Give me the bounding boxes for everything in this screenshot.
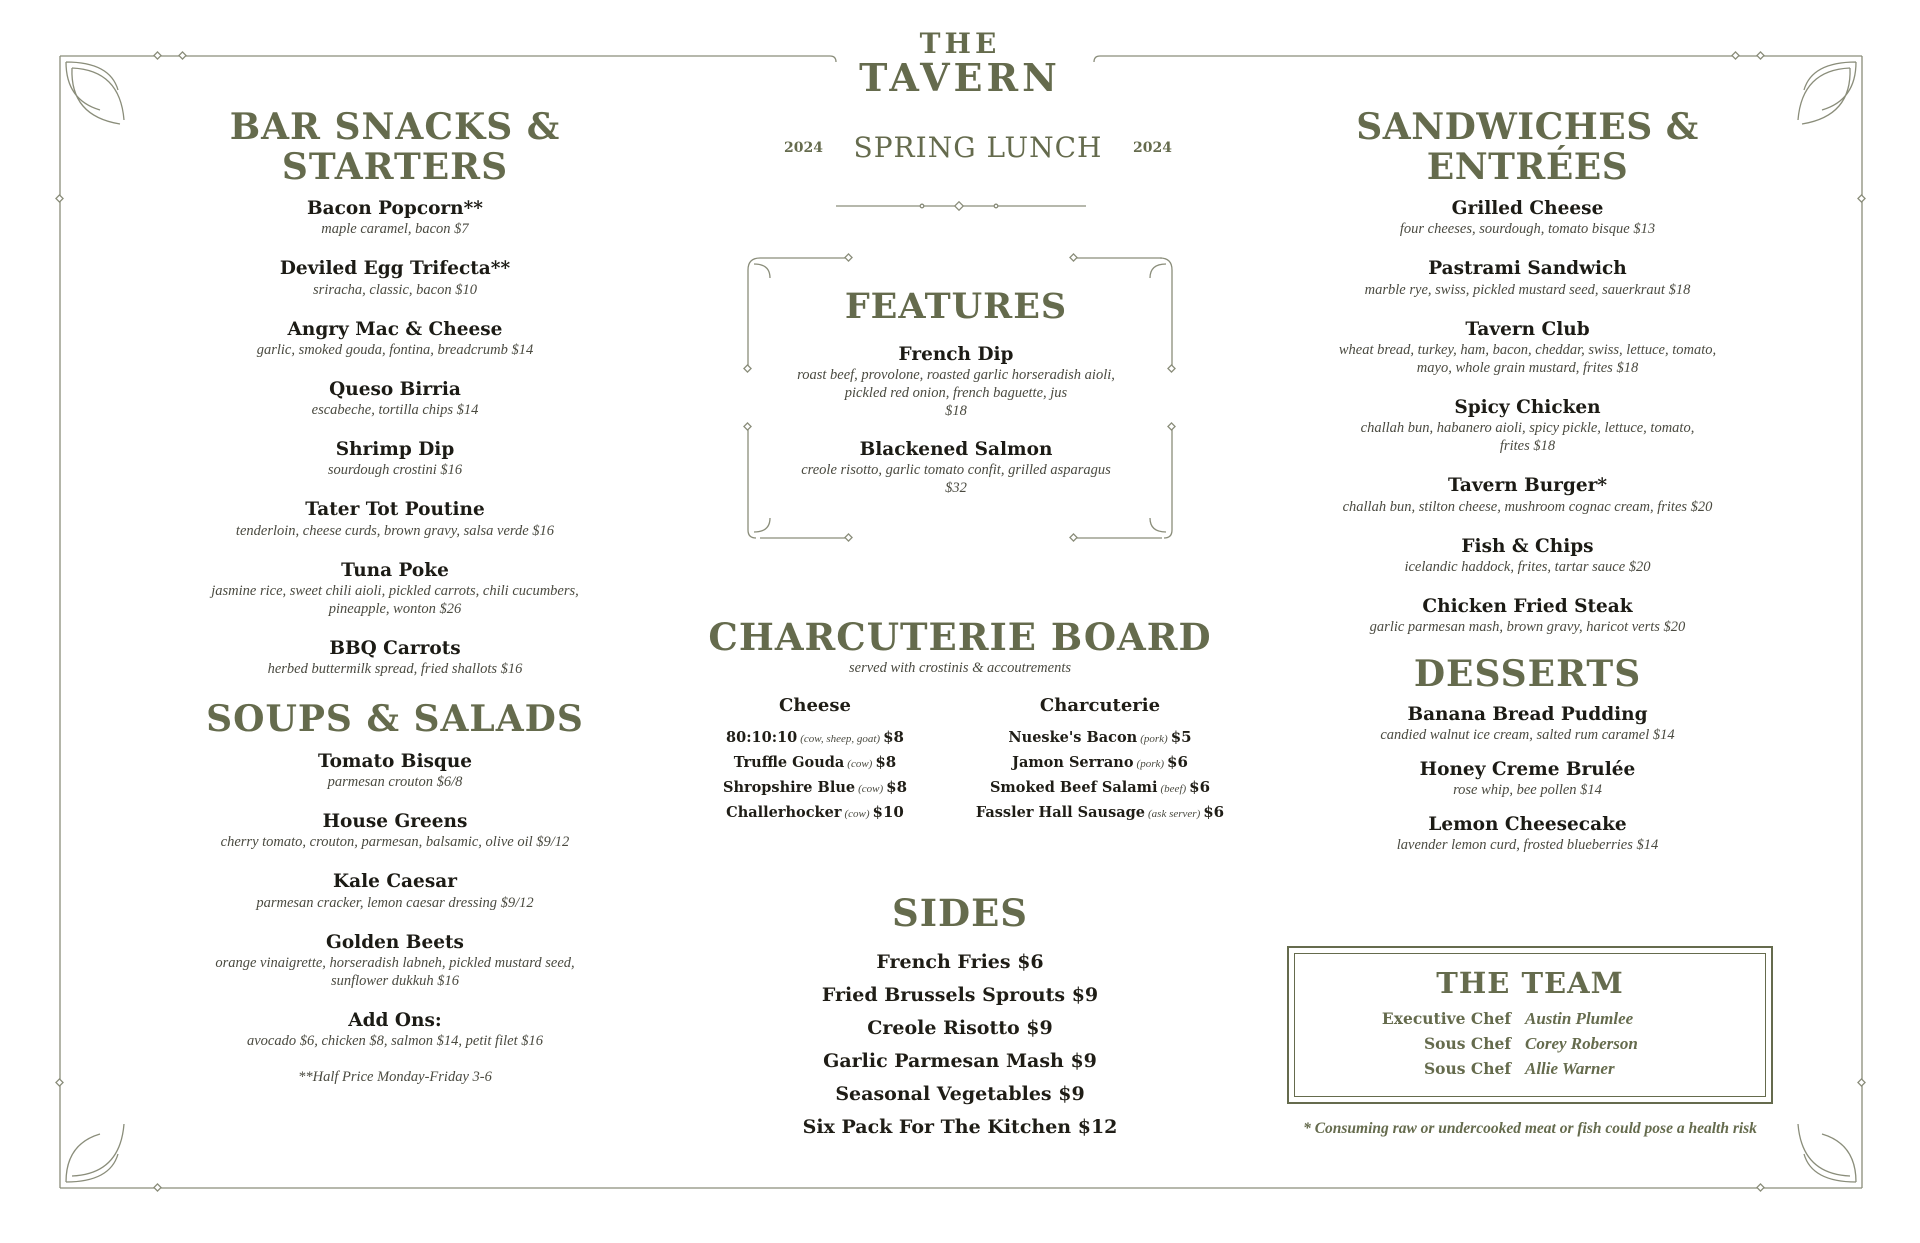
item-desc: wheat bread, turkey, ham, bacon, cheddar, swiss, lettuce, tomato, mayo, whole grain mustard, frites $18 [1338, 341, 1717, 376]
item-name: Add Ons: [348, 1010, 442, 1032]
item-desc: challah bun, habanero aioli, spicy pickle, lettuce, tomato, frites $18 [1360, 420, 1695, 455]
item-note: (cow, sheep, goat) [800, 732, 881, 745]
item-name: Honey Creme Brulée [1419, 759, 1636, 781]
item-desc: parmesan cracker, lemon caesar dressing $9/12 [256, 894, 534, 911]
item-desc: jasmine rice, sweet chili aioli, pickled carrots, chili cucumbers, pineapple, wonton $26 [211, 582, 579, 617]
item-name: Angry Mac & Cheese [287, 318, 503, 340]
item-name: House Greens [322, 811, 468, 833]
item-name: Tavern Club [1465, 318, 1590, 340]
item-name: Shrimp Dip [335, 439, 455, 461]
cheese-item [710, 776, 920, 801]
item-name: Deviled Egg Trifecta** [279, 258, 511, 280]
item-price: $32 [945, 480, 967, 497]
item-name: Bacon Popcorn** [307, 198, 483, 220]
item-name: Fish & Chips [1461, 535, 1594, 557]
menu-item [1275, 197, 1780, 238]
sides-section [700, 893, 1220, 1144]
item-desc: herbed buttermilk spread, fried shallots $16 [267, 661, 523, 678]
charcuterie-column [970, 695, 1230, 826]
side-item: Creole Risotto $9 [867, 1016, 1053, 1039]
happy-hour-note: **Half Price Monday-Friday 3-6 [298, 1069, 492, 1086]
item-name: Fassler Hall Sausage [975, 803, 1146, 821]
item-name: Grilled Cheese [1451, 198, 1604, 220]
menu-item [1275, 595, 1780, 636]
item-desc: parmesan crouton $6/8 [327, 774, 463, 791]
menu-item [150, 637, 640, 678]
menu-item [1275, 318, 1780, 377]
item-note: (pork) [1140, 732, 1168, 745]
item-price: $6 [1203, 802, 1225, 821]
team-title: THE TEAM [1436, 966, 1624, 1000]
charcuterie-item [970, 776, 1230, 801]
cheese-heading: Cheese [779, 694, 851, 716]
item-desc: lavender lemon curd, frosted blueberries $14 [1396, 837, 1659, 854]
team-inner-border [1294, 953, 1766, 1097]
item-name: Queso Birria [329, 378, 461, 400]
charcuterie-item [970, 726, 1230, 751]
item-note: (cow) [844, 807, 870, 820]
charcuterie-title: CHARCUTERIE BOARD [708, 615, 1212, 659]
soups-salads-title: SOUPS & SALADS [206, 698, 584, 741]
item-price: $8 [886, 777, 908, 796]
team-member [1295, 1056, 1765, 1081]
menu-item [1275, 535, 1780, 576]
item-name: Truffle Gouda [733, 753, 845, 771]
side-item: Six Pack For The Kitchen $12 [802, 1115, 1118, 1138]
item-price: $18 [945, 402, 967, 419]
team-name: Corey Roberson [1525, 1033, 1638, 1053]
item-name: Banana Bread Pudding [1407, 703, 1648, 725]
cheese-item [710, 726, 920, 751]
side-item: Fried Brussels Sprouts $9 [821, 983, 1099, 1006]
item-desc: sriracha, classic, bacon $10 [313, 281, 477, 298]
item-note: (cow) [858, 782, 884, 795]
item-desc: roast beef, provolone, roasted garlic horseradish aioli, pickled red onion, french baguette, jus [797, 366, 1115, 401]
side-item: Garlic Parmesan Mash $9 [823, 1049, 1097, 1072]
team-member [1295, 1006, 1765, 1031]
item-note: (pork) [1136, 757, 1165, 770]
menu-item [1275, 396, 1780, 455]
item-name: Nueske's Bacon [1008, 728, 1138, 746]
health-disclaimer: * Consuming raw or undercooked meat or fish could pose a health risk [1303, 1120, 1757, 1137]
menu-item [1275, 474, 1780, 515]
menu-item [150, 870, 640, 911]
features-section [736, 288, 1176, 515]
team-role: Sous Chef [1423, 1033, 1511, 1053]
item-name: BBQ Carrots [329, 638, 461, 660]
menu-item [150, 438, 640, 479]
item-name: French Dip [898, 343, 1014, 365]
item-name: Pastrami Sandwich [1428, 258, 1627, 280]
year-left: 2024 [784, 139, 823, 156]
item-note: (cow) [847, 757, 873, 770]
item-name: Jamon Serrano [1012, 753, 1134, 771]
item-desc: four cheeses, sourdough, tomato bisque $13 [1399, 221, 1656, 238]
item-name: 80:10:10 [726, 728, 798, 746]
item-price: $6 [1167, 752, 1188, 771]
team-role: Sous Chef [1423, 1058, 1511, 1078]
item-desc: rose whip, bee pollen $14 [1453, 782, 1602, 799]
item-name: Shropshire Blue [722, 778, 856, 796]
item-name: Kale Caesar [333, 871, 457, 893]
item-desc: escabeche, tortilla chips $14 [311, 402, 479, 419]
item-name: Blackened Salmon [859, 439, 1053, 460]
item-desc: orange vinaigrette, horseradish labneh, pickled mustard seed, sunflower dukkuh $16 [215, 954, 575, 989]
year-right: 2024 [1133, 139, 1172, 156]
cheese-column [710, 695, 920, 826]
menu-item [150, 257, 640, 298]
team-name: Allie Warner [1525, 1058, 1615, 1078]
item-price: $10 [872, 802, 904, 821]
item-note: (beef) [1160, 782, 1187, 795]
menu-item [1275, 813, 1780, 854]
item-desc: maple caramel, bacon $7 [321, 221, 469, 238]
item-price: $8 [875, 752, 897, 771]
item-name: Smoked Beef Salami [989, 778, 1158, 796]
brand-line1: THE [919, 27, 1001, 60]
menu-item [150, 318, 640, 359]
item-price: $6 [1189, 777, 1211, 796]
item-name: Golden Beets [326, 931, 464, 953]
team-box [1287, 946, 1773, 1104]
item-name: Tomato Bisque [317, 750, 473, 772]
menu-item [150, 498, 640, 539]
brand-logo [700, 27, 1220, 100]
charcuterie-heading: Charcuterie [1039, 694, 1161, 716]
charcuterie-subtitle: served with crostinis & accoutrements [848, 659, 1072, 676]
sandwiches-title: SANDWICHES & ENTRÉES [1356, 106, 1699, 188]
menu-item [150, 750, 640, 791]
item-desc: challah bun, stilton cheese, mushroom cognac cream, frites $20 [1342, 498, 1713, 515]
menu-item [1275, 703, 1780, 744]
item-name: Tavern Burger* [1447, 475, 1608, 497]
menu-item [150, 931, 640, 990]
menu-item [150, 559, 640, 618]
menu-item [1275, 257, 1780, 298]
features-title: FEATURES [844, 286, 1068, 327]
charcuterie-item [970, 801, 1230, 826]
menu-item [150, 197, 640, 238]
item-desc: cherry tomato, crouton, parmesan, balsamic, olive oil $9/12 [220, 834, 570, 851]
team-name: Austin Plumlee [1525, 1008, 1634, 1028]
item-price: $5 [1170, 727, 1192, 746]
item-desc: candied walnut ice cream, salted rum caramel $14 [1380, 726, 1675, 743]
cheese-item [710, 751, 920, 776]
left-column [150, 108, 640, 1086]
item-desc: icelandic haddock, frites, tartar sauce $20 [1404, 558, 1651, 575]
sandwiches-list [1275, 197, 1780, 636]
side-item: Seasonal Vegetables $9 [835, 1082, 1085, 1105]
item-name: Chicken Fried Steak [1422, 595, 1633, 617]
item-name: Spicy Chicken [1454, 397, 1601, 419]
feature-item [736, 438, 1176, 497]
feature-item [736, 343, 1176, 421]
charcuterie-item [970, 751, 1230, 776]
item-desc: sourdough crostini $16 [327, 462, 463, 479]
sides-title: SIDES [891, 891, 1029, 935]
team-role: Executive Chef [1381, 1008, 1511, 1028]
season-title: SPRING LUNCH [853, 131, 1103, 164]
soups-salads-list [150, 750, 640, 1050]
menu-item [150, 378, 640, 419]
item-desc: tenderloin, cheese curds, brown gravy, salsa verde $16 [235, 522, 555, 539]
team-member [1295, 1031, 1765, 1056]
item-note: (ask server) [1148, 807, 1201, 820]
charcuterie-columns [700, 694, 1225, 826]
item-name: Lemon Cheesecake [1428, 814, 1627, 836]
charcuterie-section [700, 615, 1225, 826]
item-price: $8 [883, 727, 904, 746]
season-banner [700, 131, 1220, 164]
brand-line2: TAVERN [859, 55, 1061, 100]
item-desc: garlic, smoked gouda, fontina, breadcrumb $14 [256, 341, 534, 358]
item-name: Challerhocker [726, 803, 842, 821]
menu-item [1275, 758, 1780, 799]
right-column [1275, 108, 1780, 869]
bar-snacks-title: BAR SNACKS & STARTERS [229, 106, 561, 188]
menu-item [150, 810, 640, 851]
item-name: Tuna Poke [341, 559, 449, 581]
bar-snacks-list [150, 197, 640, 678]
item-desc: marble rye, swiss, pickled mustard seed, sauerkraut $18 [1364, 281, 1691, 298]
item-desc: creole risotto, garlic tomato confit, grilled asparagus [801, 462, 1111, 479]
side-item: French Fries $6 [876, 950, 1044, 973]
item-name: Tater Tot Poutine [305, 499, 485, 521]
desserts-section [1275, 655, 1780, 854]
desserts-title: DESSERTS [1413, 653, 1642, 696]
item-desc: garlic parmesan mash, brown gravy, haricot verts $20 [1369, 619, 1686, 636]
menu-item [150, 1009, 640, 1050]
item-desc: avocado $6, chicken $8, salmon $14, petit filet $16 [247, 1033, 543, 1050]
cheese-item [710, 801, 920, 826]
